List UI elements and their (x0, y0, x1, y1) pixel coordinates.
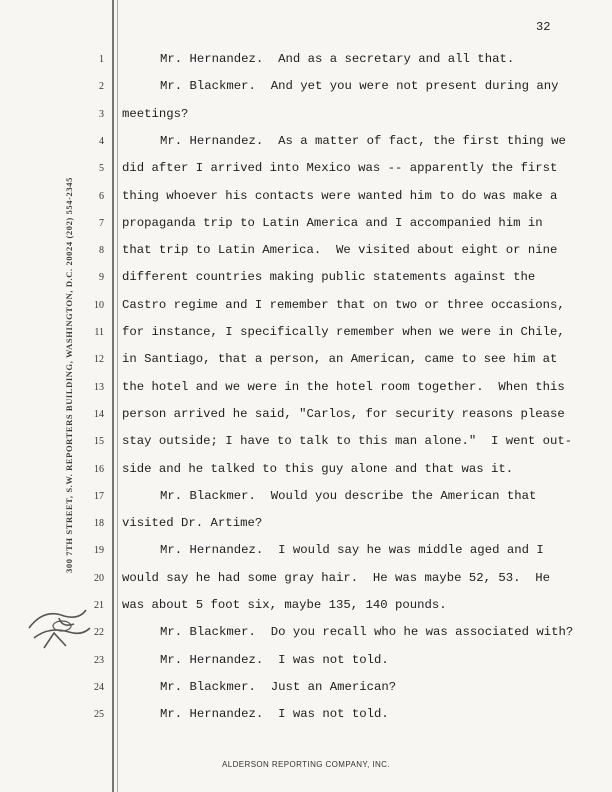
line-number: 21 (94, 600, 104, 611)
line-number: 12 (94, 354, 104, 366)
transcript-line (0, 571, 600, 598)
line-number: 1 (99, 54, 104, 65)
line-number: 5 (99, 163, 104, 175)
line-text: Mr. Hernandez. I would say he was middle aged and I (160, 543, 544, 558)
transcript-line (0, 352, 600, 379)
line-number: 3 (99, 108, 104, 120)
transcript-line (0, 134, 600, 161)
transcript-line (0, 161, 600, 188)
line-text: would say he had some gray hair. He was maybe 52, 53. He (122, 570, 551, 585)
line-text: Mr. Hernandez. And as a secretary and all that. (160, 52, 515, 66)
transcript-line (0, 653, 600, 680)
transcript-line (0, 380, 600, 407)
transcript-line (0, 243, 600, 270)
line-text: Mr. Blackmer. Just an American? (160, 679, 397, 694)
transcript-line (0, 325, 600, 352)
line-number: 23 (94, 654, 104, 666)
transcript-line (0, 270, 600, 297)
transcript-line (0, 680, 600, 707)
line-number: 7 (99, 217, 104, 229)
line-text: meetings? (122, 106, 189, 121)
transcript-line (0, 298, 600, 325)
line-text: propaganda trip to Latin America and I accompanied him in (122, 215, 543, 230)
line-text: side and he talked to this guy alone and that was it. (122, 461, 514, 476)
line-text: was about 5 foot six, maybe 135, 140 pounds. (122, 598, 447, 612)
line-number: 2 (99, 81, 104, 93)
transcript-line (0, 407, 600, 434)
transcript-line (0, 107, 600, 134)
transcript-line (0, 434, 600, 461)
transcript-line (0, 543, 600, 570)
line-number: 18 (94, 518, 104, 530)
footer: ALDERSON REPORTING COMPANY, INC. (222, 760, 390, 769)
line-number: 8 (99, 245, 104, 257)
line-text: Mr. Blackmer. Would you describe the American that (160, 488, 537, 503)
line-text: Mr. Blackmer. Do you recall who he was associated with? (160, 625, 574, 640)
transcript-line (0, 625, 600, 652)
line-text: person arrived he said, "Carlos, for security reasons please (122, 406, 565, 421)
line-number: 11 (94, 327, 104, 338)
page-number: 32 (536, 20, 551, 34)
line-number: 6 (99, 190, 104, 202)
transcript-line (0, 52, 600, 79)
transcript-line (0, 189, 600, 216)
line-number: 4 (99, 135, 104, 147)
line-text: did after I arrived into Mexico was -- apparently the first (122, 161, 558, 176)
line-number: 24 (94, 681, 104, 693)
line-number: 14 (94, 408, 104, 420)
line-text: in Santiago, that a person, an American, came to see him at (122, 352, 558, 367)
line-number: 10 (94, 299, 104, 311)
line-text: for instance, I specifically remember when we were in Chile, (122, 325, 565, 339)
line-number: 19 (94, 545, 104, 557)
line-text: Mr. Hernandez. I was not told. (160, 652, 389, 667)
line-text: thing whoever his contacts were wanted him to do was make a (122, 188, 558, 203)
line-number: 20 (94, 572, 104, 584)
line-text: the hotel and we were in the hotel room together. When this (122, 379, 565, 394)
line-text: Mr. Blackmer. And yet you were not present during any (160, 79, 559, 94)
line-number: 15 (94, 436, 104, 448)
transcript-line (0, 598, 600, 625)
transcript-line (0, 216, 600, 243)
line-text: that trip to Latin America. We visited about eight or nine (122, 243, 558, 258)
line-number: 9 (99, 272, 104, 284)
line-text: different countries making public statements against the (122, 270, 536, 285)
line-text: Mr. Hernandez. I was not told. (160, 707, 389, 722)
line-text: Castro regime and I remember that on two or three occasions, (122, 297, 565, 312)
line-number: 17 (94, 490, 104, 502)
reporter-address-margin: 300 7TH STREET, S.W. REPORTERS BUILDING, WASHINGTON, D.C. 20024 (202) 554-2345 (64, 177, 74, 573)
line-number: 13 (94, 381, 104, 393)
line-number: 16 (94, 463, 104, 475)
line-number: 25 (94, 709, 104, 721)
transcript-line (0, 516, 600, 543)
line-text: Mr. Hernandez. As a matter of fact, the first thing we (160, 133, 566, 148)
transcript-line (0, 489, 600, 516)
line-text: visited Dr. Artime? (122, 516, 263, 531)
transcript-line (0, 707, 600, 734)
line-text: stay outside; I have to talk to this man alone." I went out- (122, 434, 573, 449)
line-number: 22 (94, 627, 104, 639)
transcript-line (0, 462, 600, 489)
transcript-line (0, 79, 600, 106)
